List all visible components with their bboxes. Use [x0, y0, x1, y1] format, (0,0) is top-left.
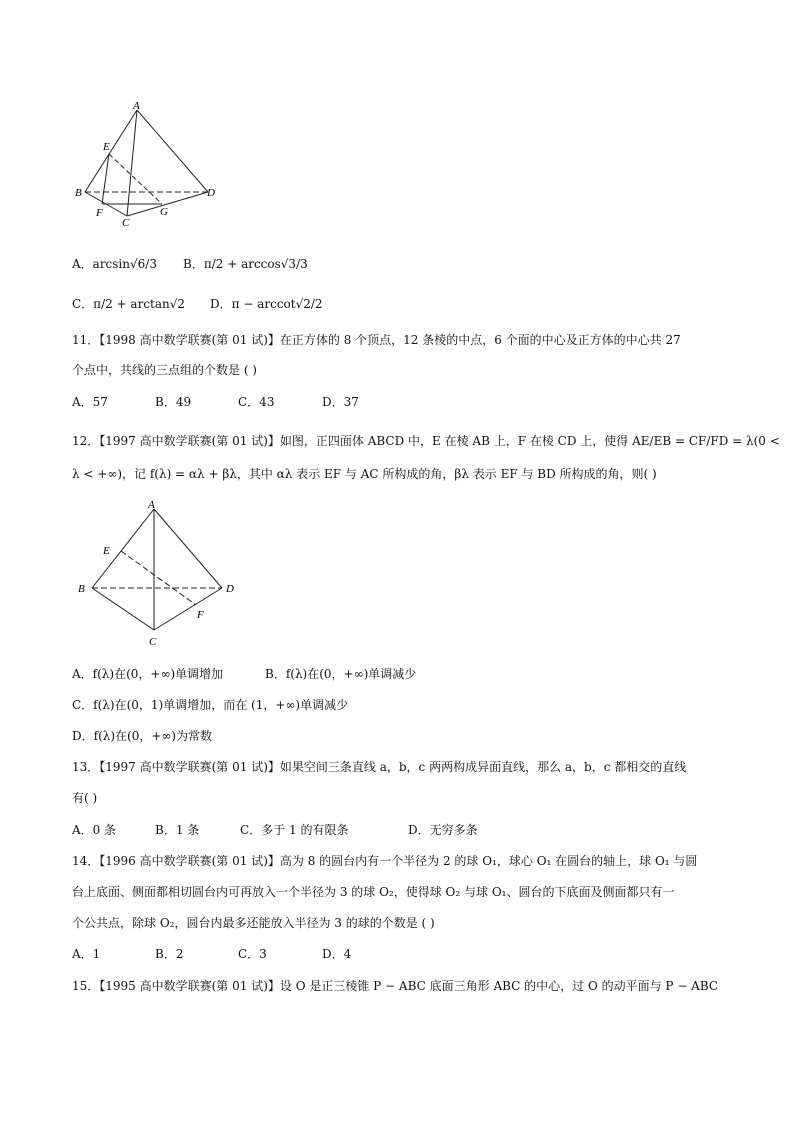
label-A: A: [133, 100, 140, 112]
q12-text-line2: λ < +∞)，记 f(λ) = αλ + βλ，其中 αλ 表示 EF 与 AC 所构成的角，βλ 表示 EF 与 BD 所构成的角，则( ): [72, 467, 657, 481]
q12-option-b: B．f(λ)在(0，+∞)单调减少: [265, 667, 417, 681]
q14-option-c: C．3: [238, 947, 267, 961]
label-C: C: [122, 217, 130, 229]
q10-option-a: A．arcsin√6/3: [72, 257, 157, 271]
q11-text-line1: 11．【1998 高中数学联赛(第 01 试)】在正方体的 8 个顶点，12 条棱的中点，6 个面的中心及正方体的中心共 27: [72, 333, 681, 347]
q11-option-c: C．43: [238, 395, 275, 409]
q12-text-line1: 12．【1997 高中数学联赛(第 01 试)】如图，正四面体 ABCD 中，E 在棱 AB 上，F 在棱 CD 上，使得 AE/EB = CF/FD = λ(0 <: [72, 434, 780, 448]
q11-option-b: B．49: [155, 395, 192, 409]
q14-text-line3: 个公共点，除球 O₂，圆台内最多还能放入半径为 3 的球的个数是 ( ): [72, 916, 435, 930]
label-B: B: [75, 187, 82, 199]
q11-option-d: D．37: [322, 395, 359, 409]
q10-option-d: D．π − arccot√2/2: [210, 297, 323, 311]
q13-text-line2: 有( ): [72, 791, 98, 805]
q12-option-a: A．f(λ)在(0，+∞)单调增加: [72, 667, 224, 681]
label-E: E: [103, 141, 110, 153]
q14-text-line1: 14．【1996 高中数学联赛(第 01 试)】高为 8 的圆台内有一个半径为 2 的球 O₁，球心 O₁ 在圆台的轴上，球 O₁ 与圆: [72, 854, 698, 868]
tetrahedron-figure-2: [72, 495, 247, 650]
label-D: D: [226, 583, 234, 595]
label-D: D: [207, 187, 215, 199]
q14-option-d: D．4: [322, 947, 352, 961]
label-E: E: [103, 545, 110, 557]
label-F: F: [197, 609, 204, 621]
label-G: G: [160, 206, 168, 218]
q10-option-c: C．π/2 + arctan√2: [72, 297, 186, 311]
label-B: B: [78, 583, 85, 595]
q12-option-c: C．f(λ)在(0，1)单调增加，而在 (1，+∞)单调减少: [72, 698, 349, 712]
q15-text-line1: 15．【1995 高中数学联赛(第 01 试)】设 O 是正三棱锥 P − ABC 底面三角形 ABC 的中心，过 O 的动平面与 P − ABC: [72, 979, 719, 993]
q11-text-line2: 个点中，共线的三点组的个数是 ( ): [72, 363, 257, 377]
q11-option-a: A．57: [72, 395, 108, 409]
label-F: F: [96, 207, 103, 219]
q13-option-b: B．1 条: [155, 823, 200, 837]
q13-option-a: A．0 条: [72, 823, 117, 837]
q13-option-c: C．多于 1 的有限条: [240, 823, 349, 837]
q13-text-line1: 13．【1997 高中数学联赛(第 01 试)】如果空间三条直线 a，b，c 两两构成异面直线，那么 a，b，c 都相交的直线: [72, 760, 687, 774]
tetrahedron-figure-1: [70, 100, 230, 235]
q14-text-line2: 台上底面、侧面都相切圆台内可再放入一个半径为 3 的球 O₂，使得球 O₂ 与球 O₁、圆台的下底面及侧面都只有一: [72, 885, 675, 899]
label-C: C: [149, 636, 157, 648]
label-A: A: [148, 499, 155, 511]
q13-option-d: D．无穷多条: [408, 823, 478, 837]
q10-option-b: B．π/2 + arccos√3/3: [183, 257, 308, 271]
q14-option-a: A．1: [72, 947, 101, 961]
q14-option-b: B．2: [155, 947, 184, 961]
q12-option-d: D．f(λ)在(0，+∞)为常数: [72, 729, 213, 743]
